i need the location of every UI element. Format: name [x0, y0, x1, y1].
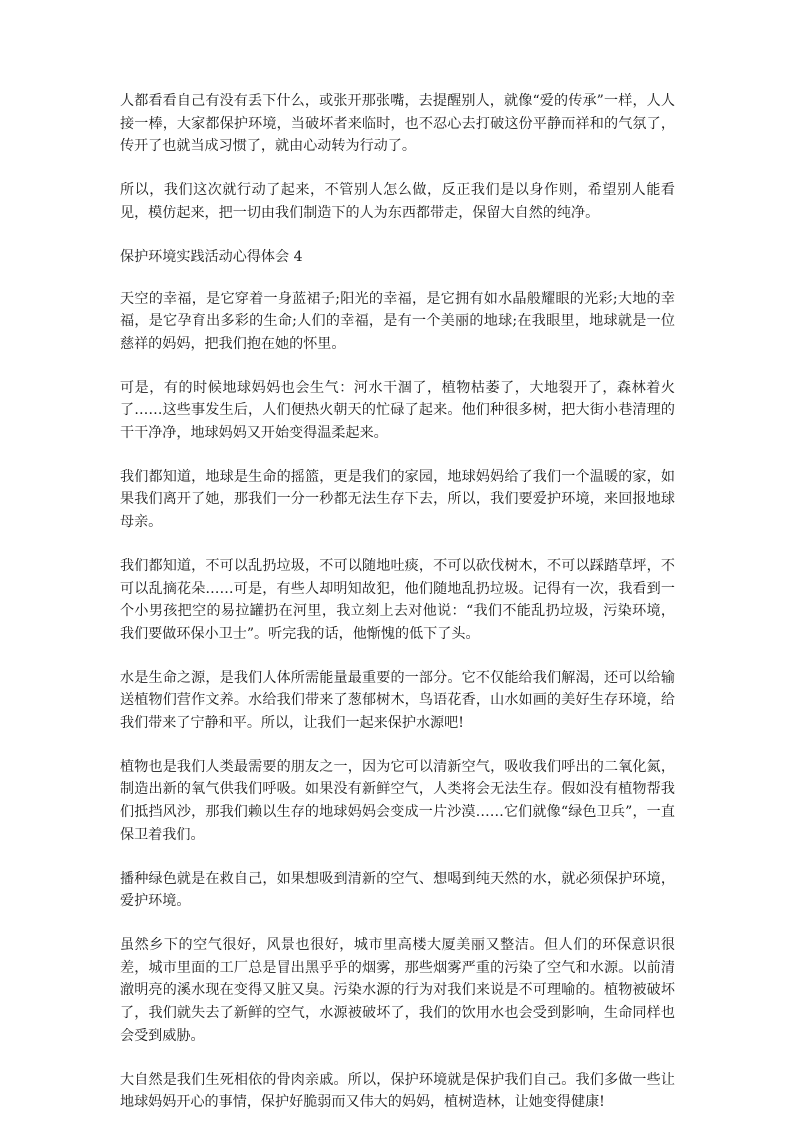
paragraph: 植物也是我们人类最需要的朋友之一，因为它可以清新空气，吸收我们呼出的二氧化氮，制造出新的氧气供我们呼吸。如果没有新鲜空气，人类将会无法生存。假如没有植物帮我们抵挡风沙，那我们赖以生存的地球妈妈会变成一片沙漠……它们就像“绿色卫兵”，一直保卫着我们。 — [120, 758, 675, 843]
paragraph: 我们都知道，不可以乱扔垃圾，不可以随地吐痰，不可以砍伐树木，不可以踩踏草坪，不可以乱摘花朵……可是，有些人却明知故犯，他们随地乱扔垃圾。记得有一次，我看到一个小男孩把空的易拉罐扔在河里，我立刻上去对他说：“我们不能乱扔垃圾，污染环境，我们要做环保小卫士”。听完我的话，他惭愧的低下了头。 — [120, 557, 675, 642]
paragraph: 大自然是我们生死相依的骨肉亲戚。所以，保护环境就是保护我们自己。我们多做一些让地球妈妈开心的事情，保护好脆弱而又伟大的妈妈，植树造林，让她变得健康! — [120, 1071, 675, 1111]
document-body — [120, 90, 675, 1135]
paragraph: 我们都知道，地球是生命的摇篮，更是我们的家园，地球妈妈给了我们一个温暖的家，如果我们离开了她，那我们一分一秒都无法生存下去，所以，我们要爱护环境，来回报地球母亲。 — [120, 468, 675, 531]
paragraph: 可是，有的时候地球妈妈也会生气：河水干涸了，植物枯萎了，大地裂开了，森林着火了……这些事发生后，人们便热火朝天的忙碌了起来。他们种很多树，把大街小巷清理的干干净净，地球妈妈又开始变得温柔起来。 — [120, 379, 675, 442]
section-heading: 保护环境实践活动心得体会 4 — [120, 248, 303, 265]
paragraph: 播种绿色就是在救自己，如果想吸到清新的空气、想喝到纯天然的水，就必须保护环境，爱护环境。 — [120, 870, 675, 910]
paragraph: 人都看看自己有没有丢下什么，或张开那张嘴，去提醒别人，就像“爱的传承”一样，人人接一棒，大家都保护环境，当破坏者来临时，也不忍心去打破这份平静而祥和的气氛了，传开了也就当成习惯了，就由心动转为行动了。 — [120, 93, 675, 155]
paragraph: 水是生命之源，是我们人体所需能量最重要的一部分。它不仅能给我们解渴，还可以给输送植物们营作文养。水给我们带来了葱郁树木，鸟语花香，山水如画的美好生存环境，给我们带来了宁静和平。所以，让我们一起来保护水源吧! — [120, 669, 675, 732]
paragraph: 虽然乡下的空气很好，风景也很好，城市里高楼大厦美丽又整洁。但人们的环保意识很差，城市里面的工厂总是冒出黑乎乎的烟雾，那些烟雾严重的污染了空气和水源。以前清澈明亮的溪水现在变得又脏又臭。污染水源的行为对我们来说是不可理喻的。植物被破坏了，我们就失去了新鲜的空气，水源被破坏了，我们的饮用水也会受到影响，生命同样也会受到威胁。 — [120, 936, 675, 1044]
paragraph: 所以，我们这次就行动了起来，不管别人怎么做，反正我们是以身作则，希望别人能看见，模仿起来，把一切由我们制造下的人为东西都带走，保留大自然的纯净。 — [120, 182, 675, 221]
paragraph: 天空的幸福，是它穿着一身蓝裙子;阳光的幸福，是它拥有如水晶般耀眼的光彩;大地的幸福，是它孕育出多彩的生命;人们的幸福，是有一个美丽的地球;在我眼里，地球就是一位慈祥的妈妈，把我们抱在她的怀里。 — [120, 290, 675, 352]
